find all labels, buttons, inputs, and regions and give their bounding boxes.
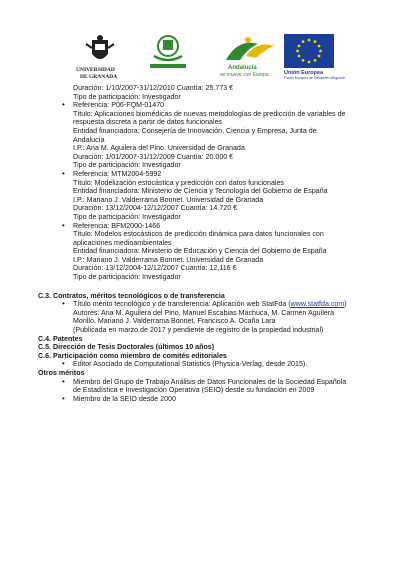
statfda-link[interactable]: www.statfda.com <box>290 300 345 309</box>
ugr-logo <box>72 34 128 82</box>
section-heading-c6: C.6. Participación como miembro de comités editoriales <box>38 351 227 360</box>
project-duration: Duración: 1/10/2007-31/12/2010 Cuantía: 25.773 € <box>73 84 234 92</box>
project-funder-line: Entidad financiadora: Ministerio de Educación y Ciencia del Gobierno de España <box>73 247 327 256</box>
ugr-name-line2: DE GRANADA <box>80 74 118 80</box>
project-funder-line: Andalucía <box>73 135 105 144</box>
ugr-crest-icon <box>72 34 128 68</box>
project-participation: Tipo de participación: Investigador <box>73 212 181 221</box>
project-duration: Duración: 13/12/2004-12/12/2007 Cuantía: 14.720 € <box>73 204 238 213</box>
project-funder-line: Entidad financiadora: Ministerio de Ciencia y Tecnología del Gobierno de España <box>73 187 328 196</box>
editorial-item: • Editor Asociado de Computational Statistics (Physica-Verlag, desde 2015). <box>38 360 356 369</box>
project-duration: Duración: 1/01/2007-31/12/2009 Cuantía: 20.000 € <box>73 152 234 161</box>
project-reference: • Referencia: MTM2004-5992 <box>38 170 356 179</box>
project-participation: Tipo de participación: Investigador <box>73 161 181 170</box>
ugr-name-line1: UNIVERSIDAD <box>76 67 115 73</box>
transfer-merit-item <box>38 300 356 309</box>
project-ip: I.P.: Mariano J. Valderrama Bonnet. Universidad de Granada <box>73 255 264 264</box>
junta-andalucia-logo <box>148 34 188 82</box>
project-ip: I.P.: Ana M. Aguilera del Pino. Universidad de Granada <box>73 144 245 153</box>
project-title-line: Título: Modelos estocásticos de predicción dinámica para datos funcionales con <box>73 230 324 239</box>
project-participation: Tipo de participación: Investigador <box>73 92 181 101</box>
project-participation: Tipo de participación: Investigador <box>73 273 181 282</box>
section-heading-c4: C.4. Patentes <box>38 334 83 343</box>
transfer-merit-close: ) <box>344 300 347 309</box>
other-merit-item-cont: de Estadística e Investigación Operativa (SEIO) desde su fundación en 2009 <box>73 386 315 395</box>
section-heading-otros: Otros méritos <box>38 369 85 377</box>
section-heading-c5: C.5. Dirección de Tesis Doctorales (últimos 10 años) <box>38 343 215 352</box>
andalucia-text-line1: Andalucía <box>228 65 257 71</box>
project-title-line: Título: Aplicaciones biomédicas de nuevas metodologías de predicción de variables de <box>73 109 346 118</box>
junta-andalucia-icon <box>148 34 188 64</box>
transfer-merit-text: Título mérito tecnológico y de transferencia: Aplicación web StatFda ( <box>73 300 291 309</box>
project-ip: I.P.: Mariano J. Valderrama Bonnet. Universidad de Granada <box>73 195 264 204</box>
authors-line: Autores: Ana M. Aguilera del Pino, Manuel Escabias Machuca, M. Carmen Aguilera <box>73 308 335 317</box>
cv-content <box>38 84 356 403</box>
authors-line: Morillo, Mariano J. Valderrama Bonnet, Francisco A. Ocaña Lara <box>73 317 276 326</box>
project-funder-line: Entidad financiadora: Consejería de Innovación, Ciencia y Empresa, Junta de <box>73 126 317 135</box>
other-merit-item: • Miembro de la SEIO desde 2000 <box>38 395 356 404</box>
section-heading-c3: C.3. Contratos, méritos tecnológicos o de transferencia <box>38 291 225 300</box>
andalucia-text-line2: se mueve con Europa <box>220 72 269 78</box>
eu-text-line2: Fondo Europeo de Desarrollo Regional <box>284 76 345 80</box>
project-duration: Duración: 13/12/2004-12/12/2007 Cuantía: 12.116 € <box>73 264 237 273</box>
logo-bar <box>72 34 345 82</box>
eu-text-line1: Unión Europea <box>284 70 324 76</box>
eu-flag-icon <box>284 34 334 68</box>
andalucia-swoosh-icon <box>218 34 278 64</box>
project-title-line: aplicaciones medioambientales <box>73 238 172 247</box>
eu-logo <box>284 34 345 82</box>
project-reference: • Referencia: BFM2000-1466 <box>38 222 356 231</box>
project-title-line: Título: Modelización estocástica y predicción con datos funcionales <box>73 178 284 187</box>
project-title-line: respuesta discreta a partir de datos funcionales <box>73 118 223 127</box>
publication-note: (Publicada en marzo de 2017 y pendiente de registro de la propiedad industrial) <box>73 326 324 335</box>
andalucia-europa-logo <box>218 34 278 82</box>
other-merit-item: • Miembro del Grupo de Trabajo Análisis de Datos Funcionales de la Sociedad Española <box>38 378 356 387</box>
project-reference: • Referencia: P06-FQM-01470 <box>38 101 356 110</box>
